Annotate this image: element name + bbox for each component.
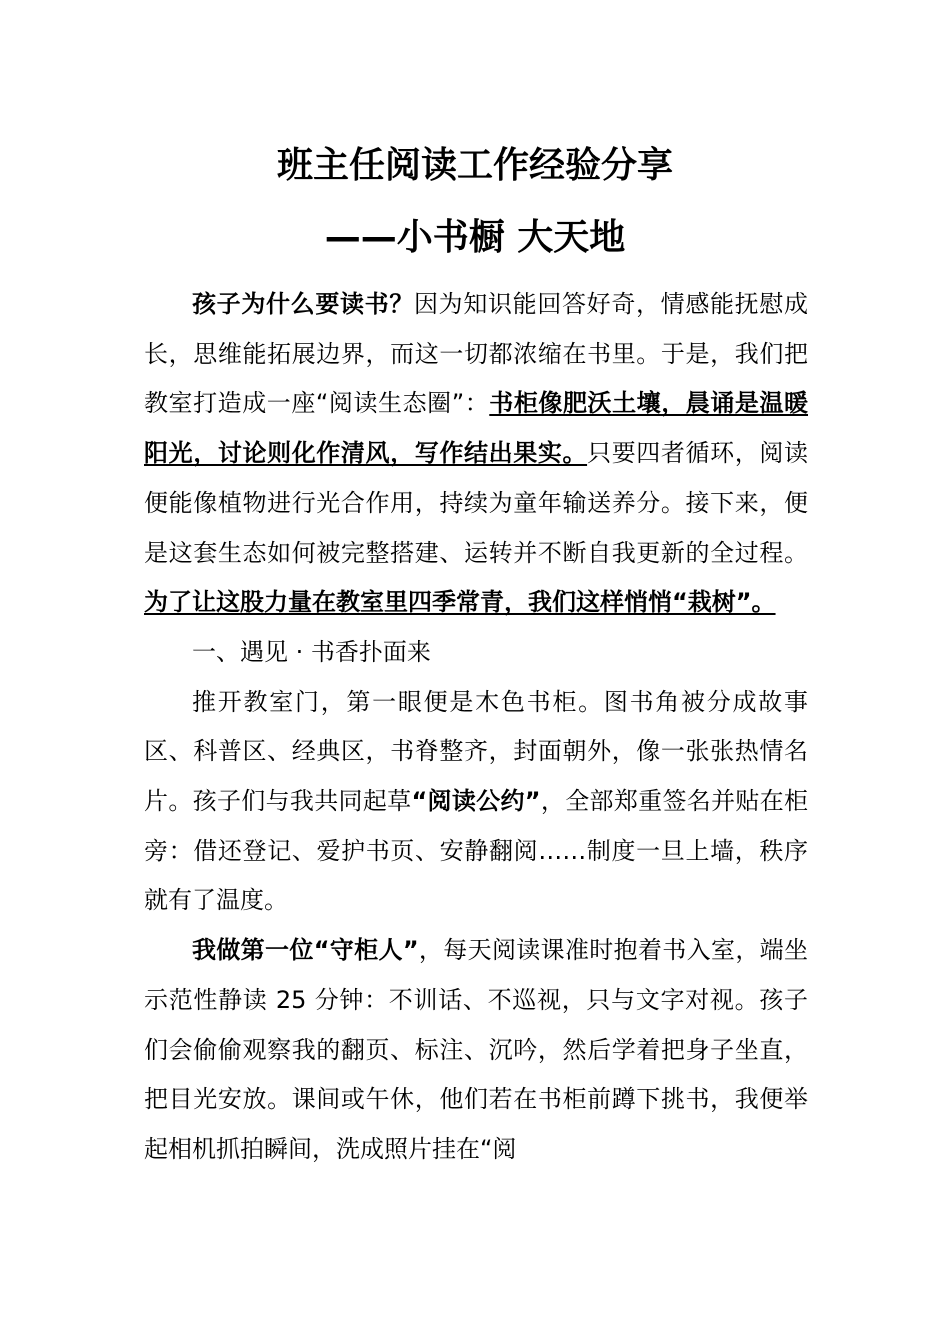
paragraph-why-read [144,280,808,628]
paragraph-bold: “阅读公约” [411,787,541,816]
document-title: 班主任阅读工作经验分享 [276,145,673,186]
paragraph-text: 只要四者循环，阅读便能像植物进行光合作用，持续为童年输送养分。接下来，便是这套生态如何被完整搭建、运转并不断自我更新的全过程。 [144,439,809,567]
paragraph-emphasis: 书柜像肥沃土壤，晨诵是温暖阳光，讨论则化作清风，写作结出果实。 [144,389,809,468]
section-heading: 一、遇见 · 书香扑面来 [192,637,431,666]
paragraph-guardian [144,926,808,1175]
paragraph-text: 推开教室门，第一眼便是木色书柜。图书角被分成故事区、科普区、经典区，书脊整齐，封面朝外，像一张张热情名片。孩子们与我共同起草 [144,687,808,816]
paragraph-lead-bold: 孩子为什么要读书？ [192,290,414,318]
paragraph-text: ，全部郑重签名并贴在柜旁：借还登记、爱护书页、安静翻阅……制度一旦上墙，秩序就有了温度。 [144,787,809,915]
paragraph-lead-bold: 我做第一位“守柜人” [192,936,419,965]
paragraph-bookshelf [144,678,808,927]
paragraph-emphasis: 为了让这股力量在教室里四季常青，我们这样悄悄“栽树”。 [144,588,776,617]
document-body [144,280,808,1175]
paragraph-text: ，每天阅读课准时抱着书入室，端坐示范性静读 25 分钟：不训话、不巡视，只与文字对视。孩子们会偷偷观察我的翻页、标注、沉吟，然后学着把身子坐直，把目光安放。课间或午休，他们若在书柜前蹲下挑书，我便举起相机抓拍瞬间，洗成照片挂在“阅 [144,936,809,1163]
document-subtitle: ——小书橱 大天地 [324,217,626,258]
paragraph-text: 因为知识能回答好奇，情感能抚慰成长，思维能拓展边界，而这一切都浓缩在书里。于是，我们把教室打造成一座“阅读生态圈”： [144,290,808,418]
